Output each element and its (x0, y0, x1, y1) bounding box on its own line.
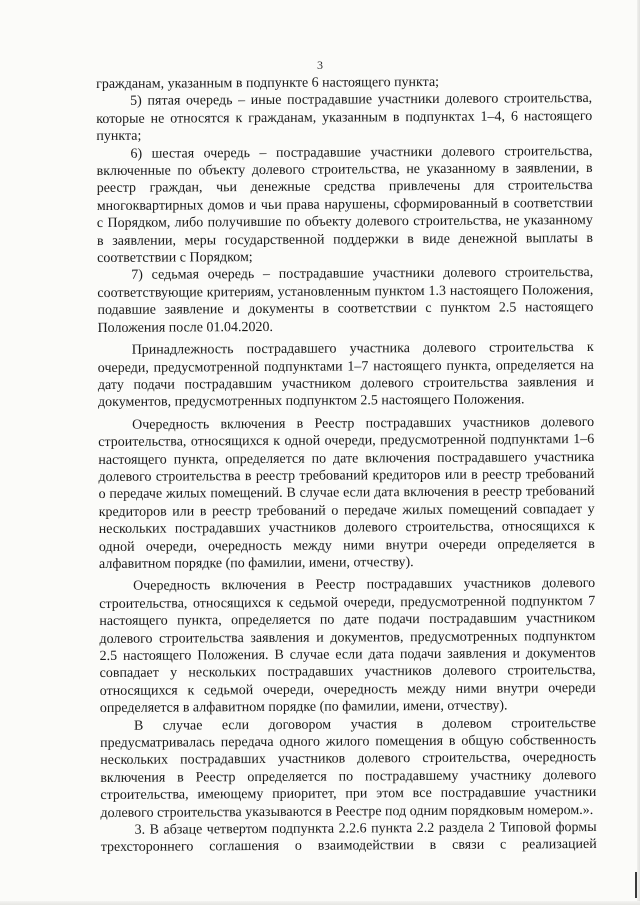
page-number: 3 (317, 58, 323, 72)
paragraph-item-6: 6) шестая очередь – пострадавшие участники долевого строительства, включенные по объекту долевого строительства, не указанному в заявлении, в реестр граждан, чьи денежные средства привлечены для строительства многоквартирных домов и чьи права нарушены, сформированный в соответствии с Порядком, либо получившие по объекту долевого строительства, не указанному в заявлении, меры государственной поддержки в виде денежной выплаты в соответствии с Порядком; (96, 143, 594, 267)
paragraph-queue-membership: Принадлежность пострадавшего участника долевого строительства к очереди, предусмотренной подпунктами 1–7 настоящего пункта, определяется на дату подачи пострадавшим участником долевого строительства заявления и документов, предусмотренных подпунктом 2.5 настоящего Положения. (97, 340, 594, 411)
paragraph-item-7: 7) седьмая очередь – пострадавшие участники долевого строительства, соответствующие критериям, установленным пунктом 1.3 настоящего Положения, подавшие заявление и документы в соответствии с пунктом 2.5 настоящего Положения после 01.04.2020. (97, 265, 594, 336)
scan-mark (635, 872, 637, 898)
document-body (96, 73, 597, 857)
paragraph-order-queue-7: Очередность включения в Реестр пострадавших участников долевого строительства, относящихся к седьмой очереди, предусмотренной подпунктом 7 настоящего пункта, определяется по дате подачи пострадавшим участником долевого строительства заявления и документов, предусмотренных подпунктом 2.5 настоящего Положения. В случае если дата подачи заявления и документов совпадает у нескольких пострадавших участников долевого строительства, относящихся к седьмой очереди, очередность между ними внутри очереди определяется в алфавитном порядке (по фамилии, имени, отчеству). (99, 576, 596, 717)
paragraph-amendment-3: 3. В абзаце четвертом подпункта 2.2.6 пункта 2.2 раздела 2 Типовой формы трехстороннего соглашения о взаимодействии в связи с реализацией (100, 820, 597, 856)
paragraph-item-5: 5) пятая очередь – иные пострадавшие участники долевого строительства, которые не относятся к гражданам, указанным в подпунктах 1–4, 6 настоящего пункта; (96, 91, 593, 145)
scan-bottom-edge (0, 901, 640, 905)
paragraph-shared-ownership: В случае если договором участия в долевом строительстве предусматривалась передача одного жилого помещения в общую собственность нескольких пострадавших участников долевого строительства, очередность включения в Реестр определяется по пострадавшему участнику долевого строительства, имеющему приоритет, при этом все пострадавшие участники долевого строительства указываются в Реестре под одним порядковым номером.». (100, 715, 597, 821)
paragraph-continuation: гражданам, указанным в подпункте 6 настоящего пункта; (96, 74, 440, 92)
paragraph-order-queues-1-6: Очередность включения в Реестр пострадавших участников долевого строительства, относящихся к одной очереди, предусмотренной подпунктами 1–6 настоящего пункта, определяется по дате включения пострадавшего участника долевого строительства в реестр требований кредиторов или в реестр требований о передаче жилых помещений. В случае если дата включения в реестр требований кредиторов или в реестр требований о передаче жилых помещений совпадает у нескольких пострадавших участников долевого строительства, относящихся к одной очереди, очередность между ними внутри очереди определяется в алфавитном порядке (по фамилии, имени, отчеству). (98, 414, 595, 572)
